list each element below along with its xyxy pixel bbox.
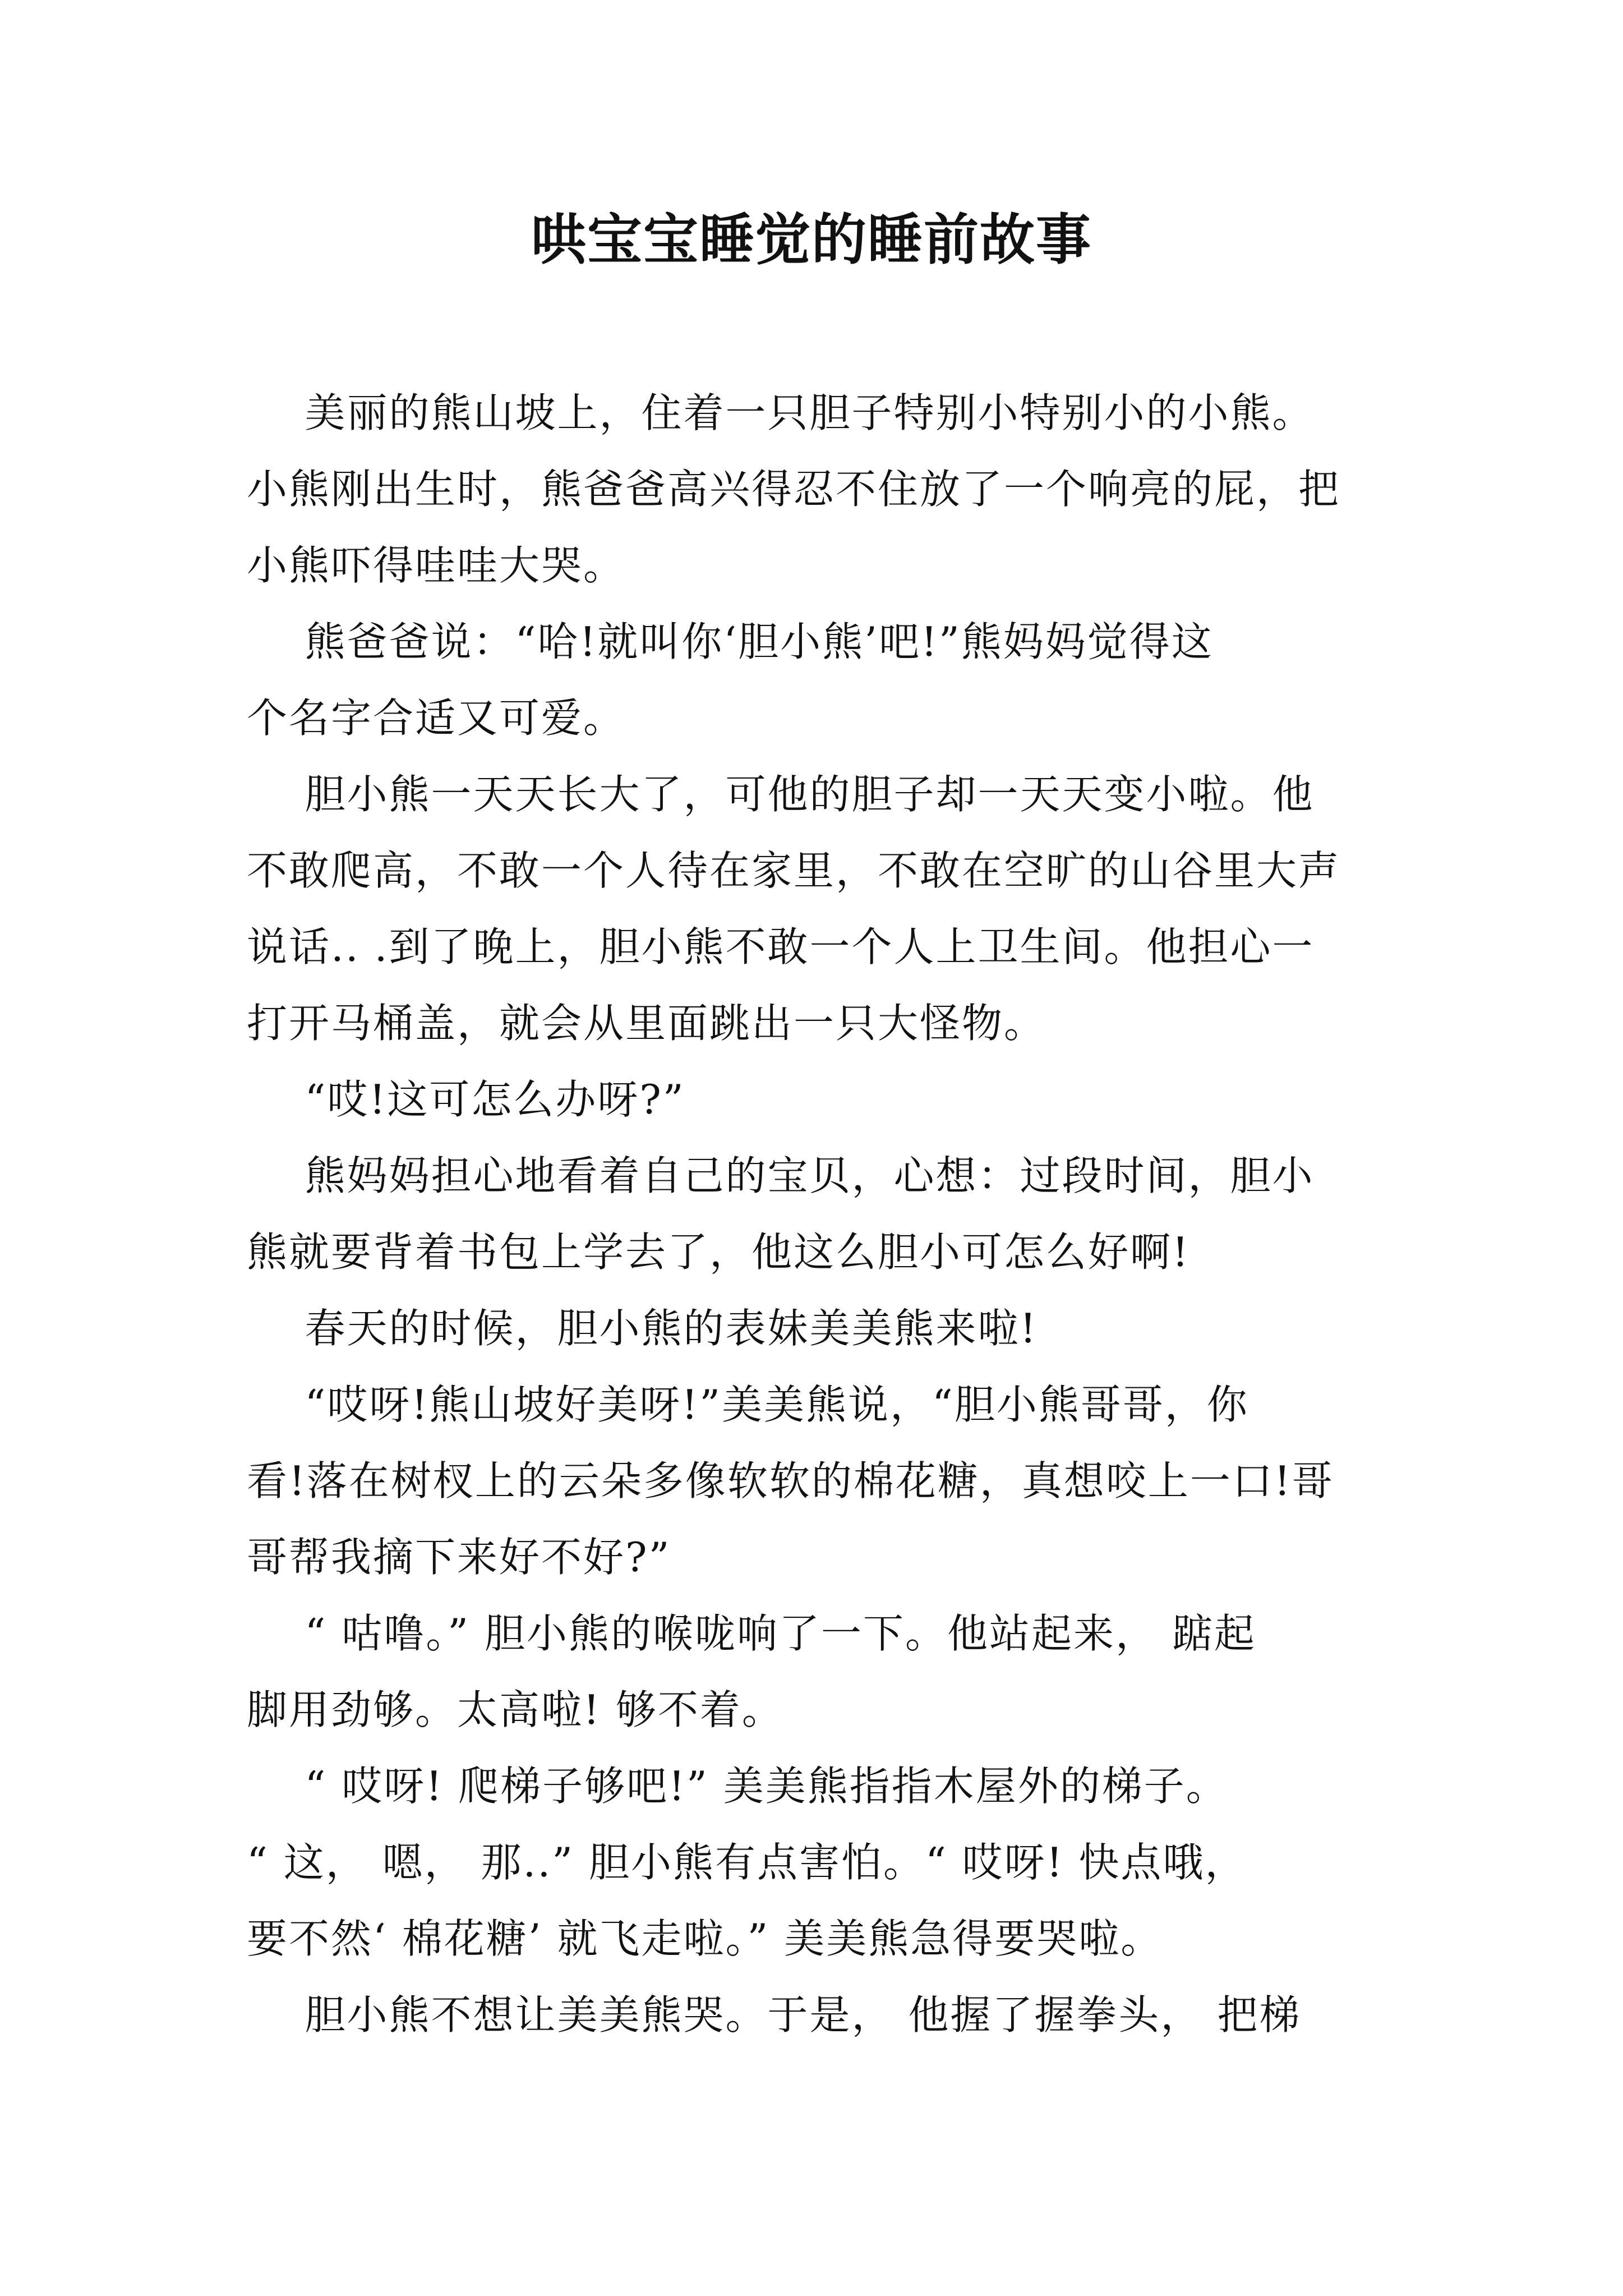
body-line: 胆小熊一天天长大了，可他的胆子却一天天变小啦。他 [247, 771, 1315, 818]
body-line: 说话.. .到了晚上，胆小熊不敢一个人上卫生间。他担心一 [247, 923, 1315, 970]
body-line: 打开马桶盖，就会从里面跳出一只大怪物。 [247, 1000, 1046, 1047]
body-line: 不敢爬高，不敢一个人待在家里，不敢在空旷的山谷里大声 [247, 847, 1341, 894]
body-line: “ 哎呀! 爬梯子够吧!” 美美熊指指木屋外的梯子。 [247, 1763, 1228, 1810]
body-line: 熊爸爸说：“哈!就叫你‘胆小熊’吧!”熊妈妈觉得这 [247, 618, 1214, 665]
body-line: “哎!这可怎么办呀?” [247, 1076, 685, 1123]
body-line: “ 这， 嗯， 那..” 胆小熊有点害怕。“ 哎呀! 快点哦， [247, 1839, 1247, 1886]
body-line: “哎呀!熊山坡好美呀!”美美熊说，“胆小熊哥哥，你 [247, 1381, 1249, 1428]
body-line: 个名字合适又可爱。 [247, 694, 626, 742]
document-body [247, 375, 1391, 2053]
document-title: 哄宝宝睡觉的睡前故事 [531, 208, 1092, 272]
body-line: 小熊吓得哇哇大哭。 [247, 542, 626, 589]
body-line: “ 咕噜。” 胆小熊的喉咙响了一下。他站起来， 踮起 [247, 1610, 1256, 1657]
body-line: 看!落在树杈上的云朵多像软软的棉花糖，真想咬上一口!哥 [247, 1457, 1334, 1504]
body-line: 小熊刚出生时，熊爸爸高兴得忍不住放了一个响亮的屁，把 [247, 466, 1341, 513]
body-line: 熊就要背着书包上学去了，他这么胆小可怎么好啊! [247, 1228, 1190, 1276]
body-line: 胆小熊不想让美美熊哭。于是， 他握了握拳头， 把梯 [247, 1991, 1302, 2039]
body-line: 美丽的熊山坡上，住着一只胆子特别小特别小的小熊。 [247, 389, 1315, 436]
body-line: 脚用劲够。太高啦! 够不着。 [247, 1686, 784, 1733]
body-line: 春天的时候，胆小熊的表妹美美熊来啦! [247, 1305, 1038, 1352]
body-line: 熊妈妈担心地看着自己的宝贝，心想：过段时间，胆小 [247, 1152, 1315, 1199]
body-line: 要不然‘ 棉花糖’ 就飞走啦。” 美美熊急得要哭啦。 [247, 1915, 1163, 1962]
body-line: 哥帮我摘下来好不好?” [247, 1534, 671, 1581]
